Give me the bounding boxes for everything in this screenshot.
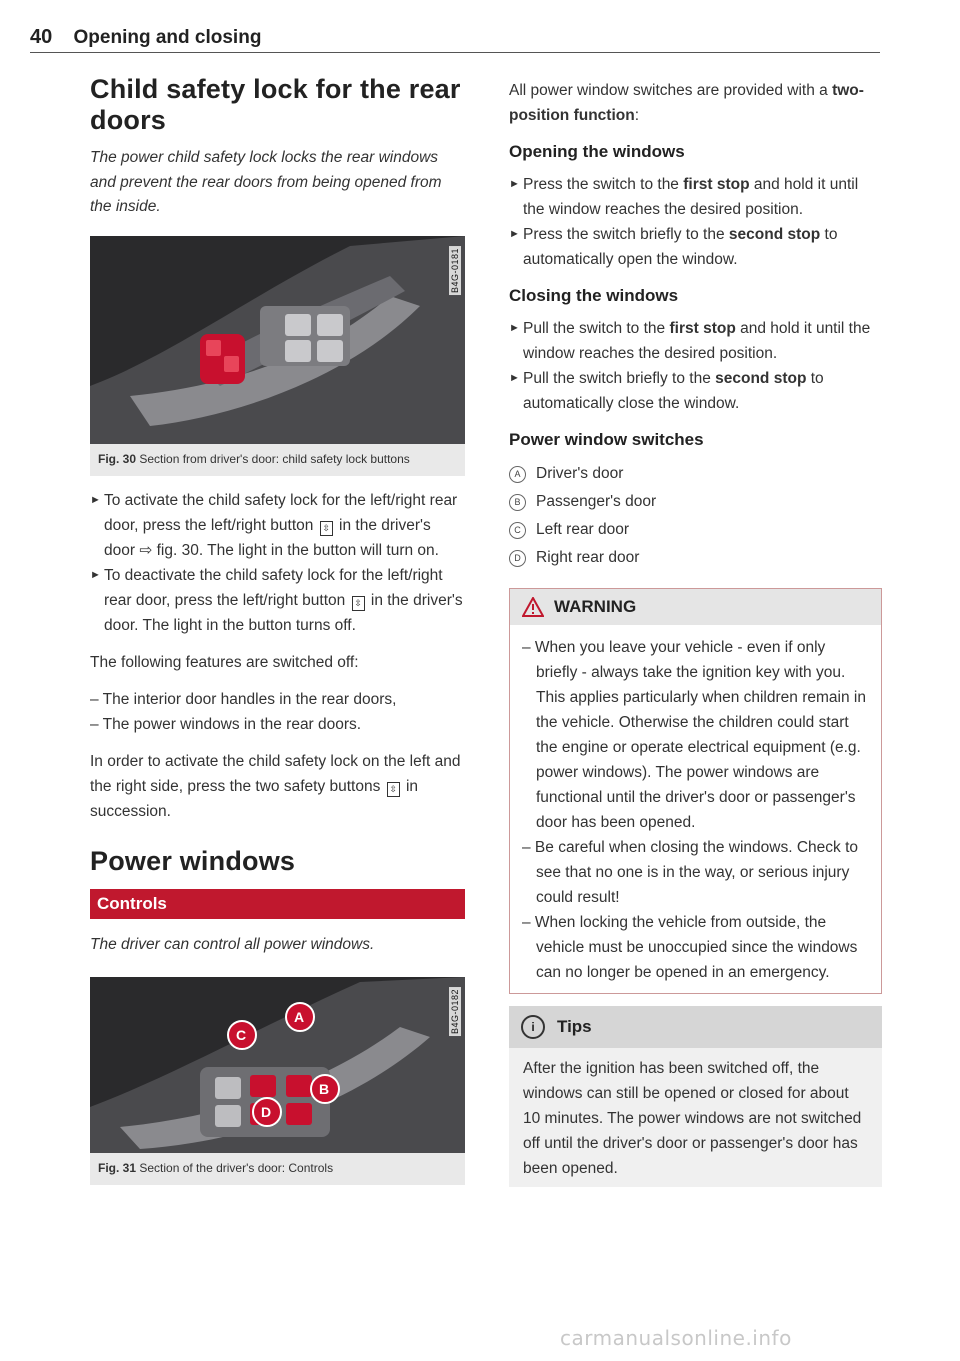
activate-step-pre: To activate the child safety lock for the left/right rear door, press the left/right button	[104, 491, 458, 534]
order-paragraph	[90, 749, 465, 824]
order-post: in succession.	[90, 777, 419, 820]
step-text: Press the switch briefly to the	[523, 226, 725, 243]
step-text: Pull the switch to the	[523, 320, 666, 337]
switches-title: Power window switches	[509, 430, 704, 449]
controls-illustration	[90, 977, 465, 1153]
child-lock-button-icon: ⇳	[387, 782, 400, 797]
closing-title: Closing the windows	[509, 286, 679, 305]
figure-30-label: Fig. 30	[98, 451, 137, 466]
child-lock-button-icon: ⇳	[352, 596, 365, 611]
tips-header	[509, 1006, 882, 1048]
left-column	[90, 72, 465, 1185]
callout-a: A	[294, 1009, 305, 1025]
info-icon: i	[521, 1015, 545, 1039]
warning-triangle-icon	[522, 597, 544, 617]
step-text: to automatically open the window.	[523, 226, 838, 268]
switch-item	[509, 488, 882, 516]
figure-30	[90, 236, 465, 476]
opening-step	[509, 172, 882, 222]
closing-step	[509, 316, 882, 366]
child-lock-button-icon: ⇳	[320, 521, 333, 536]
arrow-icon: ►	[90, 568, 101, 581]
figure-30-caption-text: Section from driver's door: child safety lock buttons	[139, 451, 410, 466]
deactivate-step-pre: To deactivate the child safety lock for the left/right rear door, press the left/right button	[104, 566, 443, 609]
arrow-icon: ►	[509, 178, 520, 190]
callout-b: B	[319, 1081, 330, 1097]
step-bold: first stop	[669, 320, 736, 337]
figure-31-label: Fig. 31	[98, 1161, 137, 1175]
figure-31-code: B4G-0182	[450, 989, 460, 1035]
deactivate-step-post: in the driver's door. The light in the button turns off.	[104, 591, 463, 634]
step-text: to automatically close the window.	[523, 370, 824, 412]
child-lock-title: Child safety lock for the rear doors	[90, 74, 461, 135]
opening-title: Opening the windows	[509, 142, 685, 161]
activate-step	[90, 488, 465, 563]
arrow-icon: ►	[509, 228, 520, 240]
warning-item: – Be careful when closing the windows. Check to see that no one is in the way, or serious injury could result!	[522, 839, 859, 906]
opening-step	[509, 222, 882, 272]
switch-label: Right rear door	[536, 549, 640, 566]
switch-label: Driver's door	[536, 465, 624, 482]
feature-item: – The power windows in the rear doors.	[90, 715, 362, 733]
deactivate-step	[90, 563, 465, 638]
step-text: and hold it until the window reaches the desired position.	[523, 320, 871, 362]
switch-item	[509, 544, 882, 572]
child-lock-intro: The power child safety lock locks the rear windows and prevent the rear doors from being opened from the inside.	[90, 149, 442, 215]
switch-item	[509, 516, 882, 544]
arrow-icon: ►	[509, 322, 520, 334]
power-windows-title: Power windows	[90, 845, 296, 876]
figure-30-code: B4G-0181	[450, 247, 460, 293]
closing-step	[509, 366, 882, 416]
controls-intro: The driver can control all power windows.	[90, 935, 375, 953]
warning-header	[510, 589, 881, 625]
door-panel-illustration	[90, 236, 465, 444]
switch-label: Left rear door	[536, 521, 630, 538]
watermark: carmanualsonline.info	[560, 1326, 792, 1350]
step-text: Press the switch to the	[523, 176, 679, 193]
arrow-icon: ►	[90, 493, 101, 506]
header-rule	[30, 52, 880, 53]
features-intro: The following features are switched off:	[90, 653, 359, 671]
step-bold: second stop	[715, 370, 807, 387]
warning-item: – When you leave your vehicle - even if only briefly - always take the ignition key with you. This applies particularly when children remain in the vehicle. Otherwise the children could start the engine or operate electrical equipment (e.g. power windows). The power windows are functional until the driver's door or passenger's door has been opened.	[522, 639, 866, 831]
right-column	[509, 78, 882, 1187]
warning-item: – When locking the vehicle from outside, the vehicle must be unoccupied since the windows can no longer be opened in an emergency.	[522, 914, 858, 981]
tips-box	[509, 1006, 882, 1187]
switch-item	[509, 460, 882, 488]
intro-pre: All power window switches are provided with a	[509, 82, 828, 99]
figure-30-caption	[90, 444, 465, 476]
callout-d: D	[261, 1104, 272, 1120]
tips-title: Tips	[557, 1017, 592, 1036]
step-text: Pull the switch briefly to the	[523, 370, 711, 387]
figure-31	[90, 977, 465, 1185]
step-bold: second stop	[728, 226, 821, 243]
figure-31-photo	[90, 977, 465, 1153]
figure-31-caption-text: Section of the driver's door: Controls	[139, 1161, 334, 1175]
step-text: and hold it until the window reaches the desired position.	[523, 176, 859, 218]
intro-bold: two-position function	[509, 82, 864, 124]
arrow-icon: ►	[509, 372, 520, 384]
activate-step-post: in the driver's door ⇨ fig. 30. The light in the button will turn on.	[104, 516, 439, 559]
step-bold: first stop	[683, 176, 750, 193]
order-pre: In order to activate the child safety lock on the left and the right side, press the two safety buttons	[90, 752, 461, 795]
letter-b-icon: B	[509, 494, 526, 511]
section-title: Opening and closing	[73, 27, 262, 48]
controls-section-bar: Controls	[90, 889, 465, 919]
letter-a-icon: A	[509, 466, 526, 483]
figure-31-caption	[90, 1153, 465, 1185]
switch-label: Passenger's door	[536, 493, 657, 510]
page-number: 40	[30, 26, 53, 48]
two-position-intro	[509, 78, 882, 128]
warning-box	[509, 588, 882, 994]
letter-d-icon: D	[509, 550, 526, 567]
callout-c: C	[236, 1027, 247, 1043]
letter-c-icon: C	[509, 522, 526, 539]
warning-title: WARNING	[554, 597, 637, 616]
intro-post: :	[634, 107, 640, 124]
feature-item: – The interior door handles in the rear doors,	[90, 690, 397, 708]
tips-text: After the ignition has been switched off, the windows can still be opened or closed for about 10 minutes. The power windows are not switched off until the driver's door or passenger's door has been opened.	[523, 1060, 862, 1177]
page-header	[30, 26, 261, 49]
figure-30-photo	[90, 236, 465, 444]
